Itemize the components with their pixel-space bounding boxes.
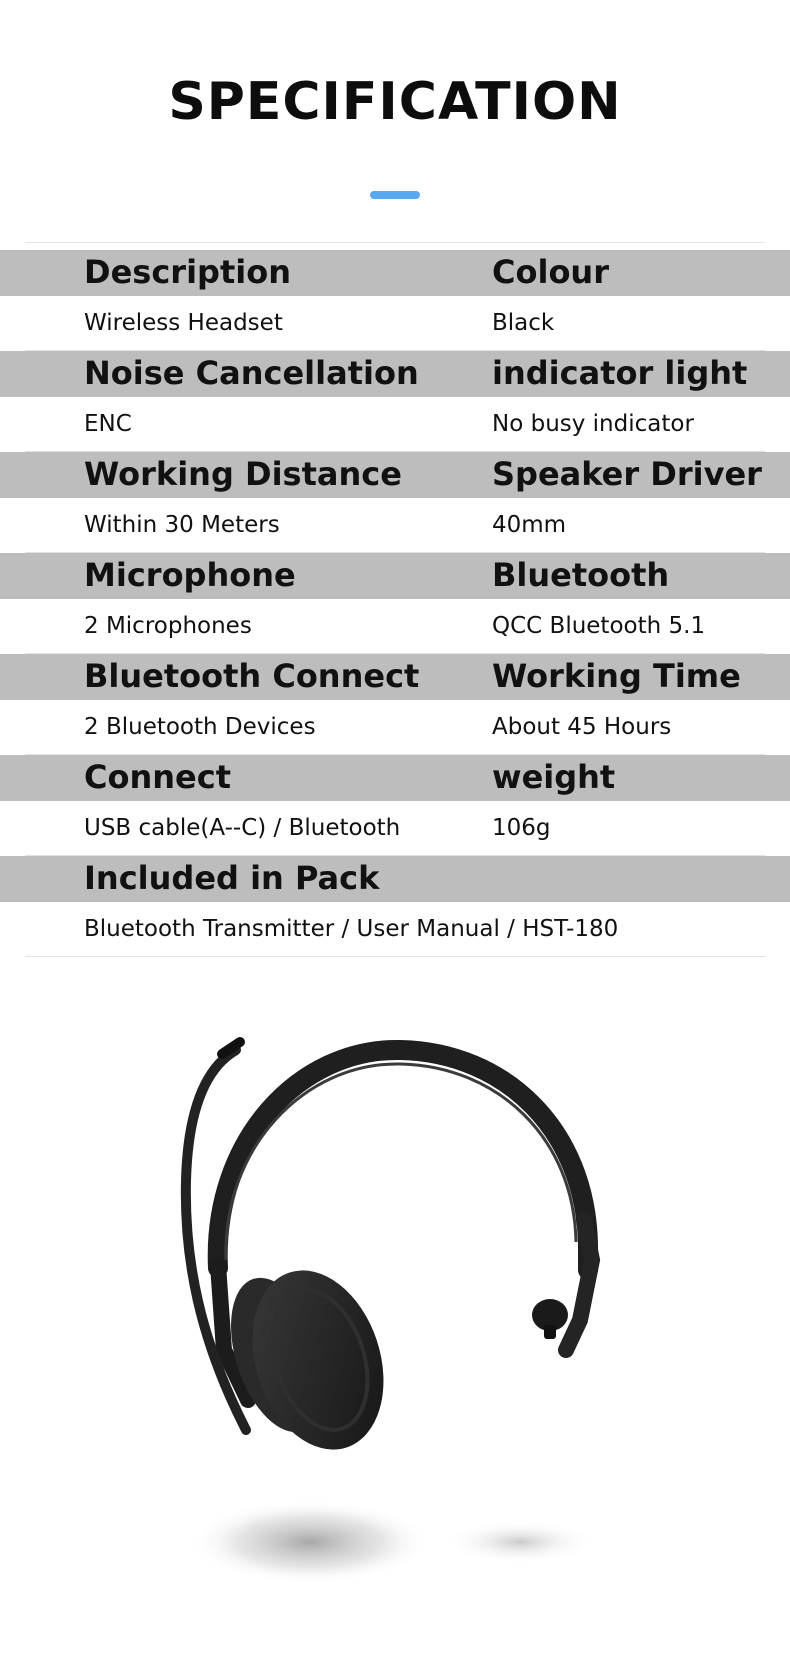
spec-header-row [0,250,790,296]
spec-header-row [0,351,790,397]
spec-value: About 45 Hours [492,714,672,740]
spec-value-row [0,902,790,957]
spec-value: QCC Bluetooth 5.1 [492,613,706,639]
spec-label: Connect [84,758,231,796]
spec-value-row [0,801,790,856]
shadow-shape [190,1500,430,1584]
spec-value: 2 Bluetooth Devices [84,714,316,740]
spec-header-row [0,654,790,700]
table-top-divider [25,242,765,243]
spec-value-row [0,296,790,351]
spec-label: Working Time [492,657,741,695]
spec-value: 40mm [492,512,567,538]
product-image [0,1020,790,1620]
spec-label: weight [492,758,616,796]
shadow-shape [445,1520,595,1564]
spec-label: Speaker Driver [492,455,762,493]
spec-value: No busy indicator [492,411,694,437]
spec-value: Within 30 Meters [84,512,280,538]
spec-header-row [0,755,790,801]
spec-value: Black [492,310,555,336]
spec-table [0,250,790,957]
spec-value: 106g [492,815,551,841]
spec-label: Noise Cancellation [84,354,419,392]
spec-label: Included in Pack [84,859,380,897]
spec-value-row [0,397,790,452]
spec-header-row [0,553,790,599]
spec-label: Bluetooth [492,556,670,594]
spec-label: Microphone [84,556,296,594]
title-accent-bar [370,191,420,199]
page-title: SPECIFICATION [168,72,622,132]
stabilizer-stem-shape [544,1325,556,1339]
spec-label: Bluetooth Connect [84,657,420,695]
spec-value: USB cable(A--C) / Bluetooth [84,815,401,841]
spec-label: Colour [492,253,609,291]
spec-value: 2 Microphones [84,613,252,639]
spec-label: Description [84,253,291,291]
headset-icon [0,1020,790,1620]
spec-value-row [0,498,790,553]
spec-value: Bluetooth Transmitter / User Manual / HST-180 [84,916,619,942]
spec-value: Wireless Headset [84,310,283,336]
spec-value-row [0,599,790,654]
spec-header-row [0,856,790,902]
spec-header-row [0,452,790,498]
spec-value: ENC [84,411,132,437]
spec-label: indicator light [492,354,748,392]
headband-shape [218,1050,588,1270]
spec-value-row [0,700,790,755]
spec-label: Working Distance [84,455,402,493]
